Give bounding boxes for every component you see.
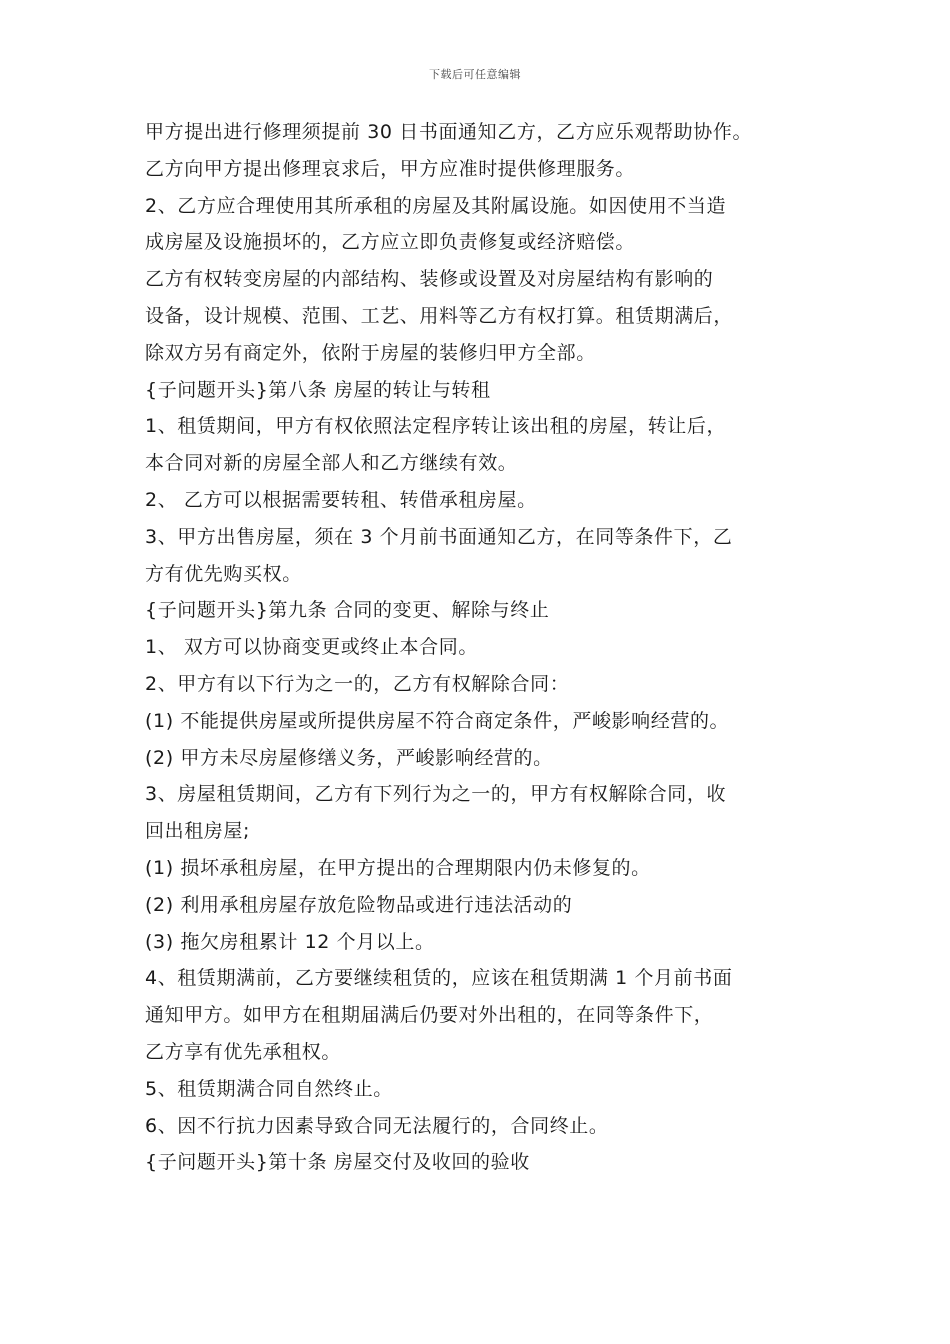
text-line: 乙方享有优先承租权。 (145, 1040, 342, 1063)
text-line: 4、租赁期满前，乙方要继续租赁的，应该在租赁期满 1 个月前书面 (145, 967, 733, 990)
text-line: 2、乙方应合理使用其所承租的房屋及其附属设施。如因使用不当造 (145, 194, 727, 217)
text-line: 3、房屋租赁期间，乙方有下列行为之一的，甲方有权解除合同，收 (145, 783, 727, 806)
text-line: 设备，设计规模、范围、工艺、用料等乙方有权打算。租赁期满后， (145, 304, 734, 327)
text-line: (2) 甲方未尽房屋修缮义务，严峻影响经营的。 (145, 746, 553, 769)
text-line: 方有优先购买权。 (145, 562, 302, 585)
text-line: (2) 利用承租房屋存放危险物品或进行违法活动的 (145, 893, 573, 916)
text-line: 成房屋及设施损坏的，乙方应立即负责修复或经济赔偿。 (145, 231, 636, 254)
text-line: (1) 损坏承租房屋，在甲方提出的合理期限内仍未修复的。 (145, 856, 651, 879)
document-body (145, 114, 815, 1181)
page-header: 下载后可任意编辑 (429, 68, 521, 81)
text-line: 3、甲方出售房屋，须在 3 个月前书面通知乙方，在同等条件下，乙 (145, 525, 733, 548)
section-heading: {子问题开头}第九条 合同的变更、解除与终止 (145, 599, 550, 622)
section-heading: {子问题开头}第八条 房屋的转让与转租 (145, 378, 491, 401)
text-line: (1) 不能提供房屋或所提供房屋不符合商定条件，严峻影响经营的。 (145, 709, 730, 732)
text-line: 2、 乙方可以根据需要转租、转借承租房屋。 (145, 488, 537, 511)
text-line: 除双方另有商定外，依附于房屋的装修归甲方全部。 (145, 341, 596, 364)
text-line: 2、甲方有以下行为之一的，乙方有权解除合同： (145, 672, 570, 695)
section-heading: {子问题开头}第十条 房屋交付及收回的验收 (145, 1151, 530, 1174)
text-line: 回出租房屋; (145, 820, 251, 843)
text-line: 乙方向甲方提出修理哀求后，甲方应准时提供修理服务。 (145, 157, 636, 180)
text-line: 通知甲方。如甲方在租期届满后仍要对外出租的，在同等条件下， (145, 1004, 714, 1027)
text-line: 1、租赁期间，甲方有权依照法定程序转让该出租的房屋，转让后， (145, 415, 727, 438)
text-line: 本合同对新的房屋全部人和乙方继续有效。 (145, 452, 518, 475)
text-line: 乙方有权转变房屋的内部结构、装修或设置及对房屋结构有影响的 (145, 268, 714, 291)
text-line: 6、因不行抗力因素导致合同无法履行的，合同终止。 (145, 1114, 609, 1137)
text-line: 5、租赁期满合同自然终止。 (145, 1077, 393, 1100)
text-line: 1、 双方可以协商变更或终止本合同。 (145, 636, 478, 659)
text-line: (3) 拖欠房租累计 12 个月以上。 (145, 930, 435, 953)
text-line: 甲方提出进行修理须提前 30 日书面通知乙方，乙方应乐观帮助协作。 (145, 121, 753, 143)
